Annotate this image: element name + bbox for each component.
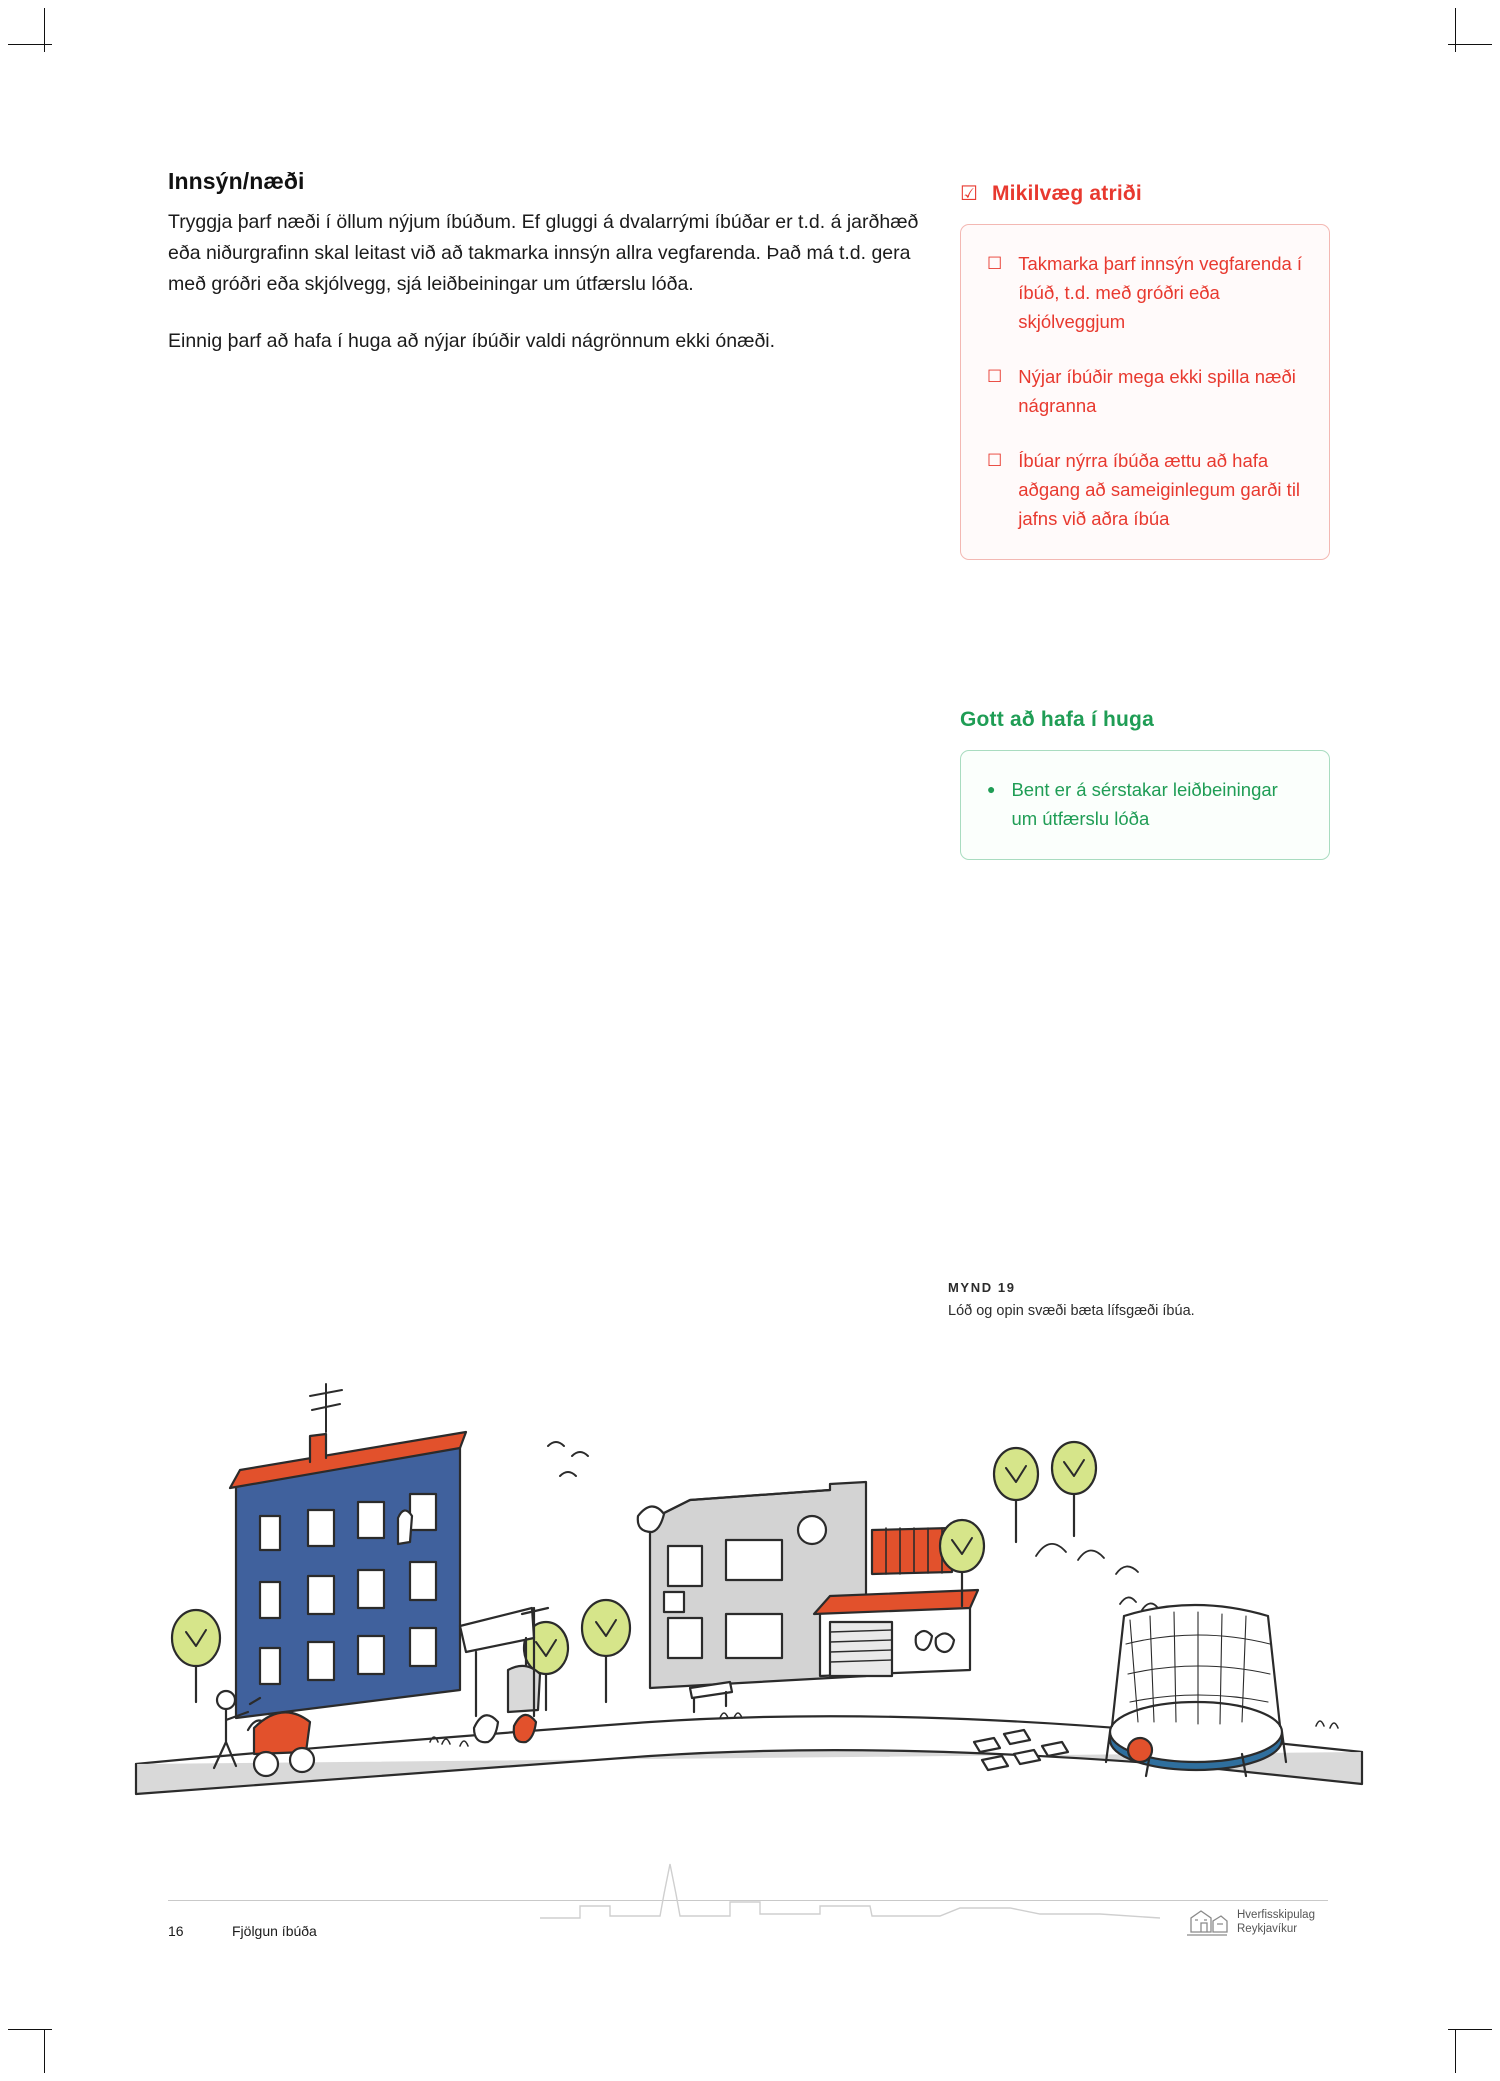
important-points-card <box>960 224 1330 560</box>
good-to-know-panel <box>960 708 1330 860</box>
figure-caption-text: Lóð og opin svæði bæta lífsgæði íbúa. <box>948 1303 1195 1319</box>
important-points-panel <box>960 182 1330 560</box>
main-text-column <box>168 168 928 357</box>
logo-mark-icon <box>1185 1902 1229 1942</box>
list-item-label: Íbúar nýrra íbúða ættu að hafa aðgang að sameiginlegum garði til jafns við aðra íbúa <box>1018 450 1301 529</box>
empty-checkbox-icon: ☐ <box>987 254 1003 273</box>
important-points-title: Mikilvæg atriði <box>991 182 1142 205</box>
good-to-know-card <box>960 750 1330 860</box>
crop-mark-bottom-left-v <box>44 2029 45 2073</box>
crop-mark-top-right-v <box>1455 8 1456 52</box>
list-item-label: Nýjar íbúðir mega ekki spilla næði nágranna <box>1018 366 1296 416</box>
figure-label: MYND 19 <box>948 1280 1016 1295</box>
empty-checkbox-icon: ☐ <box>987 367 1003 386</box>
crop-mark-top-left-h <box>8 44 52 45</box>
logo-line-1: Hverfisskipulag <box>1237 1909 1315 1921</box>
checked-box-icon: ☑ <box>960 183 978 205</box>
crop-mark-bottom-right-v <box>1455 2029 1456 2073</box>
empty-checkbox-icon: ☐ <box>987 451 1003 470</box>
list-item <box>987 249 1303 336</box>
body-paragraph-2: Einnig þarf að hafa í huga að nýjar íbúðir valdi nágrönnum ekki ónæði. <box>168 330 776 352</box>
page-number: 16 <box>168 1923 184 1939</box>
crop-mark-top-left-v <box>44 8 45 52</box>
good-to-know-header <box>960 708 1330 732</box>
good-to-know-title: Gott að hafa í huga <box>960 708 1154 731</box>
footer-section-label: Fjölgun íbúða <box>232 1923 317 1939</box>
skyline-decoration <box>540 1860 1160 1930</box>
crop-mark-bottom-left-h <box>8 2029 52 2030</box>
list-item-label: Bent er á sérstakar leiðbeiningar um útfærslu lóða <box>1011 779 1278 829</box>
list-item-label: Takmarka þarf innsýn vegfarenda í íbúð, t.d. með gróðri eða skjólveggjum <box>1018 253 1303 332</box>
street-scene-illustration <box>130 1370 1370 1870</box>
bullet-dot-icon: ● <box>987 781 996 797</box>
figure-caption-block <box>948 1280 1368 1321</box>
logo-text-block <box>1237 1908 1315 1936</box>
list-item <box>987 775 1303 833</box>
important-points-header <box>960 182 1330 206</box>
crop-mark-top-right-h <box>1448 44 1492 45</box>
organization-logo <box>1185 1898 1345 1946</box>
list-item <box>987 446 1303 533</box>
crop-mark-bottom-right-h <box>1448 2029 1492 2030</box>
body-paragraph-1: Tryggja þarf næði í öllum nýjum íbúðum. Ef gluggi á dvalarrými íbúðar er t.d. á jarðhæð eða niðurgrafinn skal leitast við að takmarka innsýn allra vegfarenda. Það má t.d. gera með gróðri eða skjólvegg, sjá leiðbeiningar um útfærslu lóða. <box>168 211 919 295</box>
list-item <box>987 362 1303 420</box>
logo-line-2: Reykjavíkur <box>1237 1923 1298 1935</box>
page-title: Innsýn/næði <box>168 168 305 194</box>
